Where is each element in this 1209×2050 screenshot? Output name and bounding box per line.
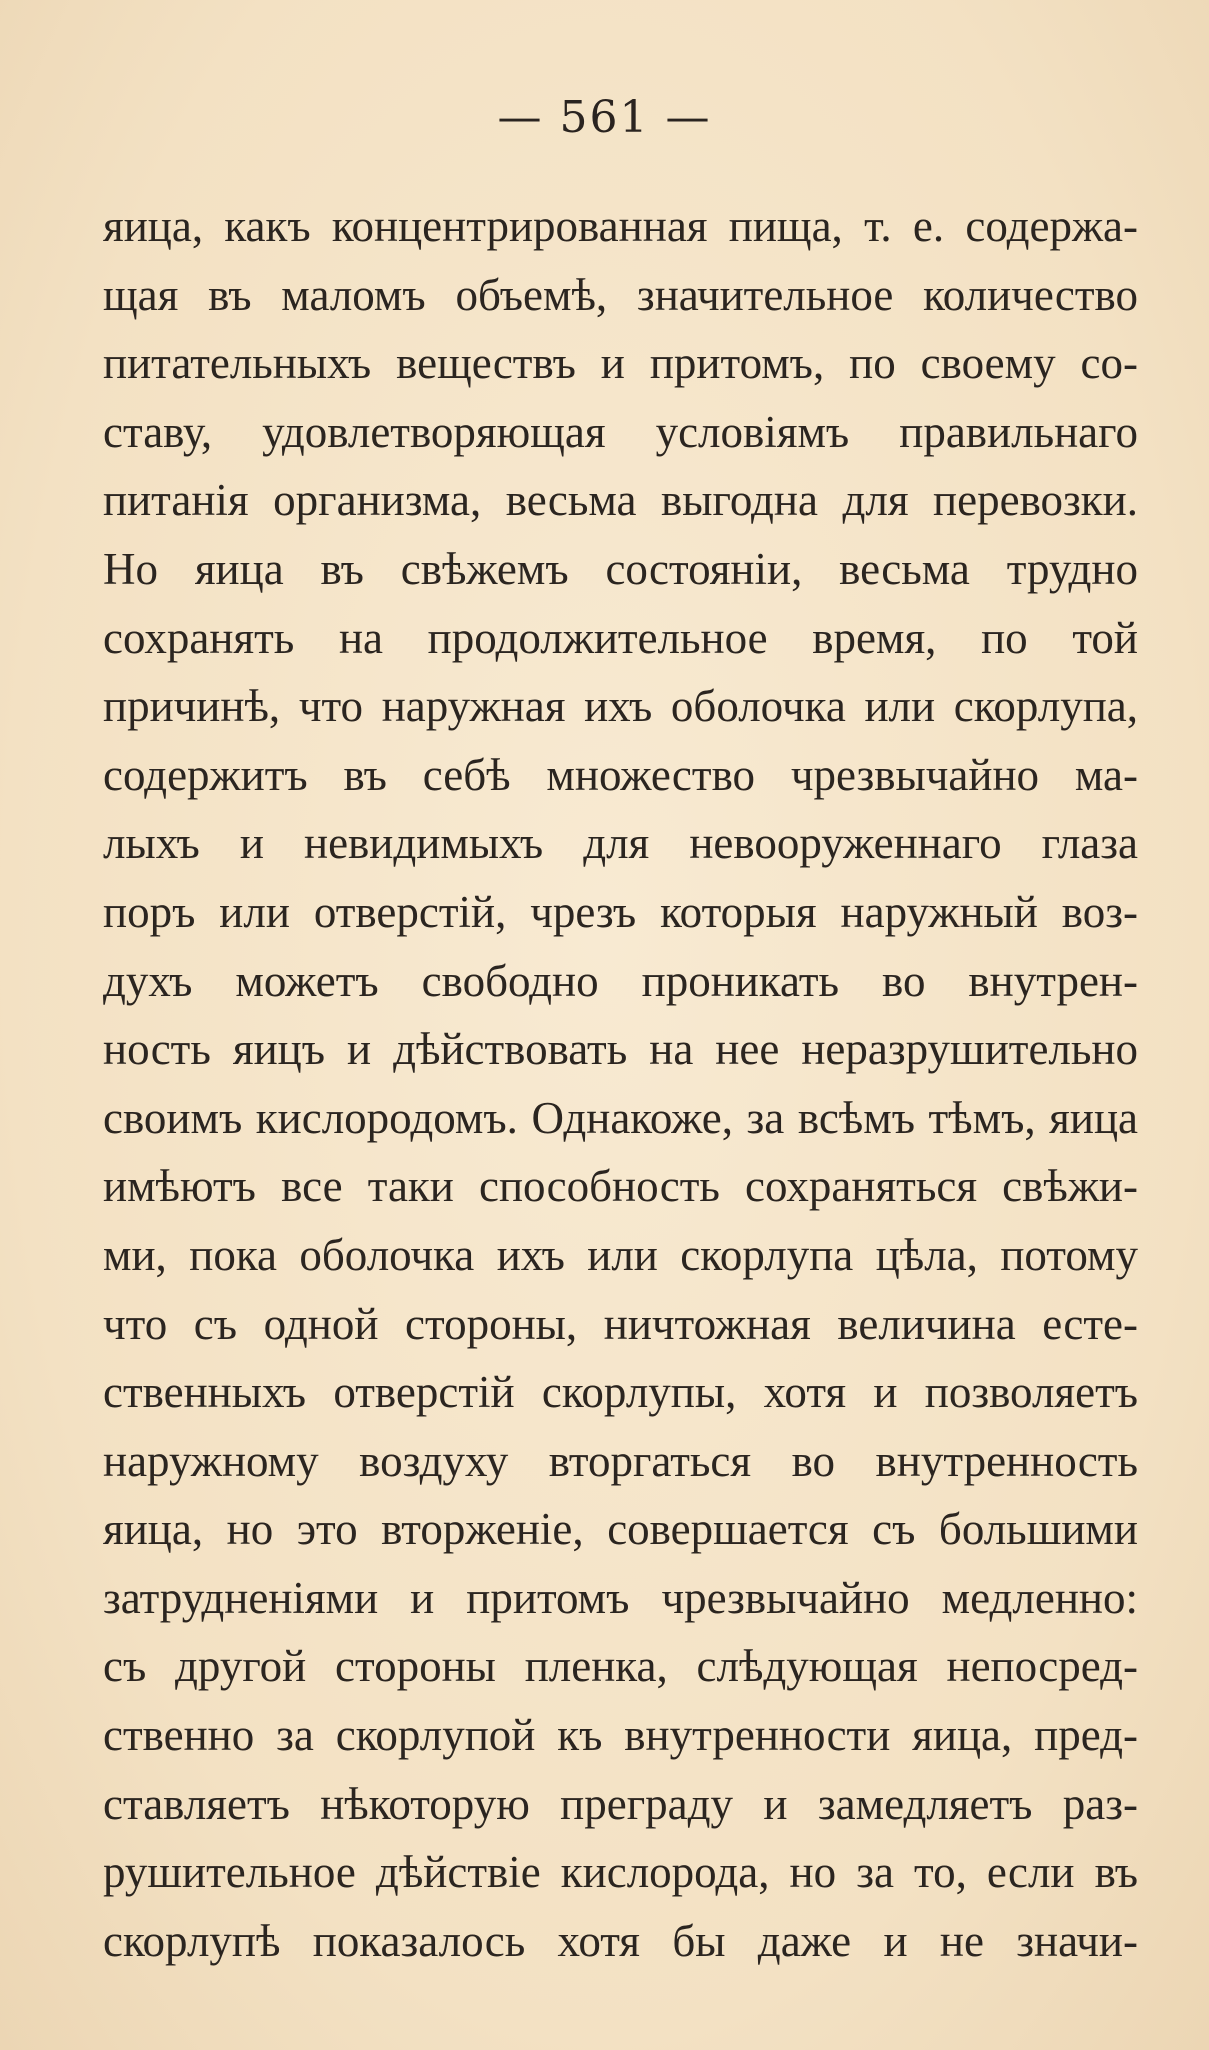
text-line: сохранять на продолжительное время, по той [103, 612, 1138, 663]
text-line: Но яица въ свѣжемъ состояніи, весьма трудно [103, 543, 1138, 594]
text-line: имѣютъ все таки способность сохраняться свѣжи- [103, 1161, 1138, 1212]
text-line: наружному воздуху вторгаться во внутренность [103, 1435, 1138, 1486]
text-line: поръ или отверстій, чрезъ которыя наружный воз- [103, 886, 1138, 937]
text-line: ность яицъ и дѣйствовать на нее неразрушительно [103, 1024, 1138, 1075]
body-text [103, 192, 1138, 1975]
text-line: питанія организма, весьма выгодна для перевозки. [103, 475, 1138, 526]
text-line: ми, пока оболочка ихъ или скорлупа цѣла, потому [103, 1229, 1138, 1280]
text-line: щая въ маломъ объемѣ, значительное количество [103, 269, 1138, 320]
text-line: духъ можетъ свободно проникать во внутрен- [103, 955, 1138, 1006]
text-line: рушительное дѣйствіе кислорода, но за то, если въ [103, 1847, 1138, 1898]
text-line: причинѣ, что наружная ихъ оболочка или скорлупа, [103, 681, 1138, 732]
page-number: — 561 — [497, 92, 712, 143]
text-line: содержитъ въ себѣ множество чрезвычайно ма- [103, 749, 1138, 800]
text-line: ставляетъ нѣкоторую преграду и замедляетъ раз- [103, 1778, 1138, 1829]
text-line: лыхъ и невидимыхъ для невооруженнаго глаза [103, 818, 1138, 869]
text-line: своимъ кислородомъ. Однакоже, за всѣмъ тѣмъ, яица [103, 1092, 1138, 1143]
text-line: что съ одной стороны, ничтожная величина есте- [103, 1298, 1138, 1349]
text-line: ственныхъ отверстій скорлупы, хотя и позволяетъ [103, 1367, 1138, 1418]
text-line: питательныхъ веществъ и притомъ, по своему со- [103, 338, 1138, 389]
text-line: ственно за скорлупой къ внутренности яица, пред- [103, 1710, 1138, 1761]
text-line: съ другой стороны пленка, слѣдующая непосред- [103, 1641, 1138, 1692]
text-line: скорлупѣ показалось хотя бы даже и не значи- [103, 1915, 1138, 1966]
text-line: ставу, удовлетворяющая условіямъ правильнаго [103, 406, 1138, 457]
text-line: яица, какъ концентрированная пища, т. е. содержа- [103, 201, 1138, 251]
text-line: яица, но это вторженіе, совершается съ большими [103, 1504, 1138, 1555]
text-line: затрудненіями и притомъ чрезвычайно медленно: [103, 1572, 1138, 1623]
